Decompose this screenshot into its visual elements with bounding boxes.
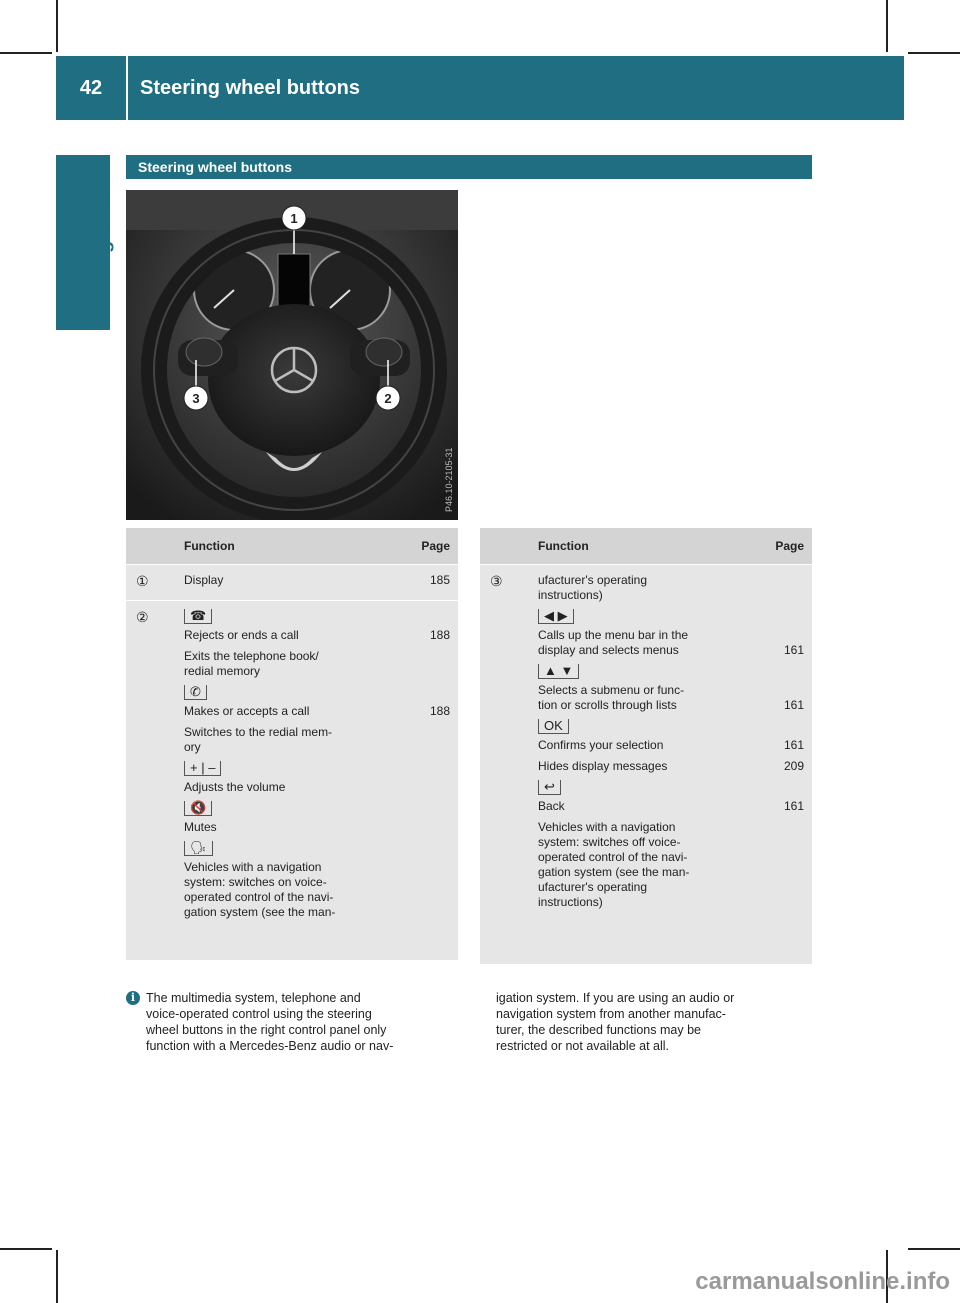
table-header <box>126 528 458 564</box>
note-line: restricted or not available at all. <box>496 1039 670 1053</box>
function-table-right <box>480 528 812 964</box>
button-symbol-icon: ✆ <box>184 685 207 700</box>
button-symbol-icon: OK <box>538 719 569 734</box>
page-reference: 188 <box>429 704 450 718</box>
function-description: ufacturer's operating <box>538 880 648 894</box>
function-description: operated control of the navi- <box>538 850 688 864</box>
table-row <box>126 600 458 932</box>
function-item <box>538 573 752 603</box>
function-item <box>538 608 804 658</box>
function-description: Vehicles with a navigation <box>184 860 322 874</box>
function-item <box>538 820 752 910</box>
function-description: Calls up the menu bar in the <box>538 628 689 642</box>
callout-3: 3 <box>192 391 200 406</box>
table-body <box>126 564 458 932</box>
function-table-left <box>126 528 458 960</box>
page-reference: 161 <box>783 643 804 657</box>
function-description: Makes or accepts a call <box>184 704 310 718</box>
button-symbol-icon: + | – <box>184 761 221 776</box>
note-line: function with a Mercedes-Benz audio or nav- <box>146 1039 394 1053</box>
note-line: igation system. If you are using an audio or <box>496 991 735 1005</box>
note-line: The multimedia system, telephone and <box>146 991 361 1005</box>
function-description: Vehicles with a navigation <box>538 820 676 834</box>
function-description: Adjusts the volume <box>184 780 286 794</box>
table-header <box>480 528 812 564</box>
function-item <box>184 801 398 835</box>
table-row <box>480 564 812 922</box>
column-page: Page <box>775 539 804 553</box>
function-description: system: switches on voice- <box>184 875 327 889</box>
function-item <box>184 841 398 920</box>
callout-1: 1 <box>290 211 298 226</box>
page-reference: 161 <box>783 738 804 752</box>
column-function: Function <box>184 539 235 553</box>
button-symbol-icon: ▲ ▼ <box>538 664 579 679</box>
button-symbol-icon: ☎ <box>184 609 212 624</box>
function-description: gation system (see the man- <box>184 905 336 919</box>
crop-mark <box>56 1250 58 1303</box>
callout-2: 2 <box>384 391 392 406</box>
function-description: instructions) <box>538 895 603 909</box>
row-number: ② <box>136 609 149 625</box>
function-description: ufacturer's operating <box>538 573 648 587</box>
function-description: Hides display messages <box>538 759 668 773</box>
column-function: Function <box>538 539 589 553</box>
function-item <box>184 608 450 643</box>
note-line: voice-operated control using the steering <box>146 1007 372 1021</box>
column-page: Page <box>421 539 450 553</box>
page-reference: 209 <box>783 759 804 773</box>
note-line: turer, the described functions may be <box>496 1023 701 1037</box>
button-symbol-icon: ↩ <box>538 780 561 795</box>
button-symbol-icon: 🗣 <box>184 841 213 856</box>
function-description: display and selects menus <box>538 643 679 657</box>
page-reference: 161 <box>783 698 804 712</box>
function-description: instructions) <box>538 588 603 602</box>
function-description: gation system (see the man- <box>538 865 690 879</box>
crop-mark <box>908 52 960 54</box>
row-content <box>184 565 458 600</box>
function-item <box>184 649 398 679</box>
function-description: redial memory <box>184 664 261 678</box>
function-item <box>538 759 804 774</box>
header-divider <box>126 56 128 120</box>
watermark: carmanualsonline.info <box>695 1268 950 1295</box>
crop-mark <box>908 1248 960 1250</box>
function-description: Display <box>184 573 224 587</box>
function-description: Exits the telephone book/ <box>184 649 319 663</box>
function-item <box>184 761 398 795</box>
crop-mark <box>56 0 58 52</box>
side-tab-label <box>84 155 124 330</box>
steering-wheel-photo <box>126 190 458 520</box>
crop-mark <box>886 0 888 52</box>
function-description: system: switches off voice- <box>538 835 681 849</box>
function-item <box>538 779 804 814</box>
function-description: Back <box>538 799 565 813</box>
side-tab-text: At a glance <box>92 189 115 296</box>
steering-wheel-illustration <box>126 190 458 520</box>
row-number: ① <box>136 573 149 589</box>
function-item <box>184 573 450 588</box>
function-item <box>538 663 804 713</box>
button-symbol-icon: ◀ ▶ <box>538 609 574 624</box>
function-item <box>538 718 804 753</box>
note-text-left <box>146 990 466 1054</box>
function-description: Mutes <box>184 820 217 834</box>
row-content <box>184 601 458 932</box>
page-number: 42 <box>79 76 103 99</box>
table-row <box>126 564 458 600</box>
function-description: Confirms your selection <box>538 738 664 752</box>
button-symbol-icon: 🔇 <box>184 801 212 816</box>
image-code: P46.10-2105-31 <box>444 447 454 512</box>
page-reference: 161 <box>783 799 804 813</box>
crop-mark <box>0 1248 52 1250</box>
page-reference: 188 <box>429 628 450 642</box>
function-description: Rejects or ends a call <box>184 628 299 642</box>
note-line: navigation system from another manufac- <box>496 1007 726 1021</box>
section-title: Steering wheel buttons <box>126 155 812 179</box>
header-title: Steering wheel buttons <box>140 76 361 99</box>
page-reference: 185 <box>429 573 450 587</box>
table-body <box>480 564 812 922</box>
function-description: ory <box>184 740 201 754</box>
crop-mark <box>0 52 52 54</box>
function-item <box>184 684 450 719</box>
info-icon: i <box>126 991 140 1005</box>
function-item <box>184 725 398 755</box>
function-description: tion or scrolls through lists <box>538 698 677 712</box>
note-text-right <box>496 990 816 1054</box>
function-description: Selects a submenu or func- <box>538 683 685 697</box>
note-line: wheel buttons in the right control panel only <box>146 1023 387 1037</box>
row-content <box>538 565 812 922</box>
function-description: Switches to the redial mem- <box>184 725 333 739</box>
row-number: ③ <box>490 573 503 589</box>
function-description: operated control of the navi- <box>184 890 334 904</box>
